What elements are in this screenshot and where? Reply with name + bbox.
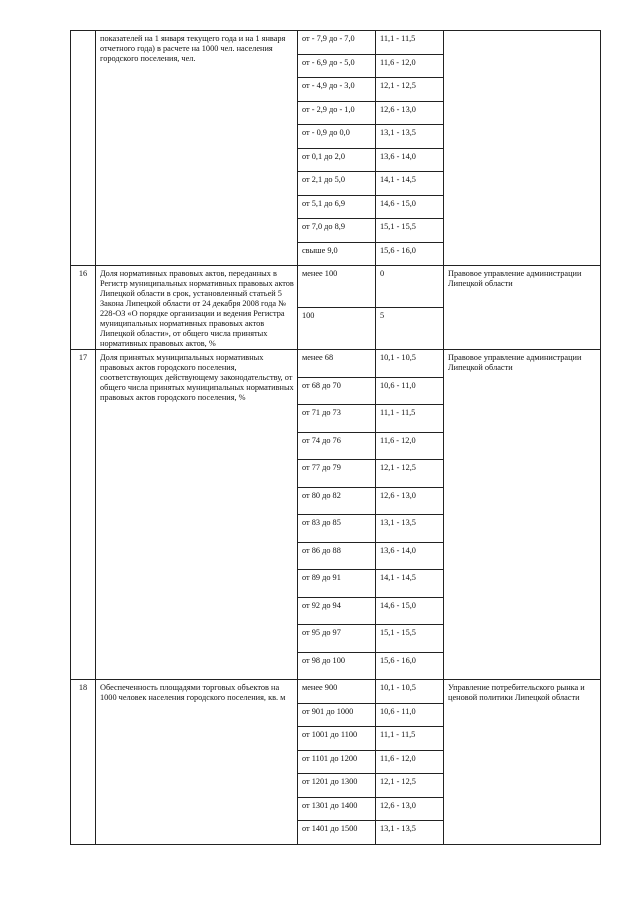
value-range: от - 2,9 до - 1,0 <box>298 101 376 125</box>
score-points: 11,6 - 12,0 <box>376 54 444 78</box>
value-range: менее 900 <box>298 680 376 704</box>
value-range: от 68 до 70 <box>298 377 376 405</box>
indicator-text: Доля принятых муниципальных нормативных правовых актов городского поселения, соответствующих действующему законодательству, от общего числа принятых муниципальных нормативных правовых актов городского поселения, % <box>96 350 298 680</box>
value-range: от 1001 до 1100 <box>298 727 376 751</box>
responsible-body: Правовое управление администрации Липецкой области <box>444 266 601 350</box>
score-points: 11,1 - 11,5 <box>376 31 444 55</box>
value-range: менее 100 <box>298 266 376 308</box>
table-row <box>71 350 601 378</box>
table-row <box>71 266 601 308</box>
value-range: менее 68 <box>298 350 376 378</box>
score-points: 15,1 - 15,5 <box>376 625 444 653</box>
score-points: 14,1 - 14,5 <box>376 570 444 598</box>
score-points: 13,1 - 13,5 <box>376 821 444 845</box>
indicator-text: показателей на 1 января текущего года и на 1 января отчетного года) в расчете на 1000 чел. населения городского поселения, чел. <box>96 31 298 266</box>
indicator-table <box>70 30 601 845</box>
score-points: 12,6 - 13,0 <box>376 797 444 821</box>
score-points: 12,1 - 12,5 <box>376 774 444 798</box>
value-range: от 901 до 1000 <box>298 703 376 727</box>
value-range: от 1301 до 1400 <box>298 797 376 821</box>
score-points: 0 <box>376 266 444 308</box>
value-range: от 86 до 88 <box>298 542 376 570</box>
score-points: 14,6 - 15,0 <box>376 597 444 625</box>
score-points: 14,6 - 15,0 <box>376 195 444 219</box>
score-points: 15,6 - 16,0 <box>376 652 444 680</box>
value-range: от - 7,9 до - 7,0 <box>298 31 376 55</box>
score-points: 15,6 - 16,0 <box>376 242 444 266</box>
value-range: от 2,1 до 5,0 <box>298 172 376 196</box>
value-range: от 74 до 76 <box>298 432 376 460</box>
score-points: 11,1 - 11,5 <box>376 727 444 751</box>
value-range: от 1401 до 1500 <box>298 821 376 845</box>
row-number <box>71 31 96 266</box>
value-range: от 80 до 82 <box>298 487 376 515</box>
value-range: от - 0,9 до 0,0 <box>298 125 376 149</box>
score-points: 13,1 - 13,5 <box>376 515 444 543</box>
value-range: от 95 до 97 <box>298 625 376 653</box>
row-number: 18 <box>71 680 96 845</box>
score-points: 13,6 - 14,0 <box>376 148 444 172</box>
value-range: от - 4,9 до - 3,0 <box>298 78 376 102</box>
score-points: 11,1 - 11,5 <box>376 405 444 433</box>
table-row <box>71 31 601 55</box>
score-points: 10,1 - 10,5 <box>376 680 444 704</box>
score-points: 15,1 - 15,5 <box>376 219 444 243</box>
value-range: от 7,0 до 8,9 <box>298 219 376 243</box>
value-range: свыше 9,0 <box>298 242 376 266</box>
responsible-body: Правовое управление администрации Липецкой области <box>444 350 601 680</box>
value-range: от 89 до 91 <box>298 570 376 598</box>
indicator-text: Доля нормативных правовых актов, переданных в Регистр муниципальных нормативных правовых актов Липецкой области в срок, установленный статьей 5 Закона Липецкой области от 24 декабря 2008 года № 228-ОЗ «О порядке организации и ведения Регистра муниципальных нормативных правовых актов Липецкой области», от общего числа принятых нормативных правовых актов, % <box>96 266 298 350</box>
score-points: 5 <box>376 308 444 350</box>
value-range: от 92 до 94 <box>298 597 376 625</box>
value-range: от 77 до 79 <box>298 460 376 488</box>
score-points: 14,1 - 14,5 <box>376 172 444 196</box>
value-range: от 98 до 100 <box>298 652 376 680</box>
responsible-body <box>444 31 601 266</box>
score-points: 10,6 - 11,0 <box>376 377 444 405</box>
value-range: от - 6,9 до - 5,0 <box>298 54 376 78</box>
value-range: от 5,1 до 6,9 <box>298 195 376 219</box>
table-row <box>71 680 601 704</box>
document-page <box>70 30 600 845</box>
value-range: от 0,1 до 2,0 <box>298 148 376 172</box>
score-points: 12,6 - 13,0 <box>376 487 444 515</box>
score-points: 11,6 - 12,0 <box>376 750 444 774</box>
score-points: 10,1 - 10,5 <box>376 350 444 378</box>
score-points: 13,6 - 14,0 <box>376 542 444 570</box>
value-range: от 1101 до 1200 <box>298 750 376 774</box>
score-points: 12,1 - 12,5 <box>376 78 444 102</box>
table-body <box>71 31 601 845</box>
value-range: от 83 до 85 <box>298 515 376 543</box>
indicator-text: Обеспеченность площадями торговых объектов на 1000 человек населения городского поселения, кв. м <box>96 680 298 845</box>
score-points: 12,6 - 13,0 <box>376 101 444 125</box>
value-range: от 1201 до 1300 <box>298 774 376 798</box>
score-points: 13,1 - 13,5 <box>376 125 444 149</box>
responsible-body: Управление потребительского рынка и ценовой политики Липецкой области <box>444 680 601 845</box>
value-range: 100 <box>298 308 376 350</box>
score-points: 10,6 - 11,0 <box>376 703 444 727</box>
row-number: 16 <box>71 266 96 350</box>
score-points: 11,6 - 12,0 <box>376 432 444 460</box>
row-number: 17 <box>71 350 96 680</box>
score-points: 12,1 - 12,5 <box>376 460 444 488</box>
value-range: от 71 до 73 <box>298 405 376 433</box>
